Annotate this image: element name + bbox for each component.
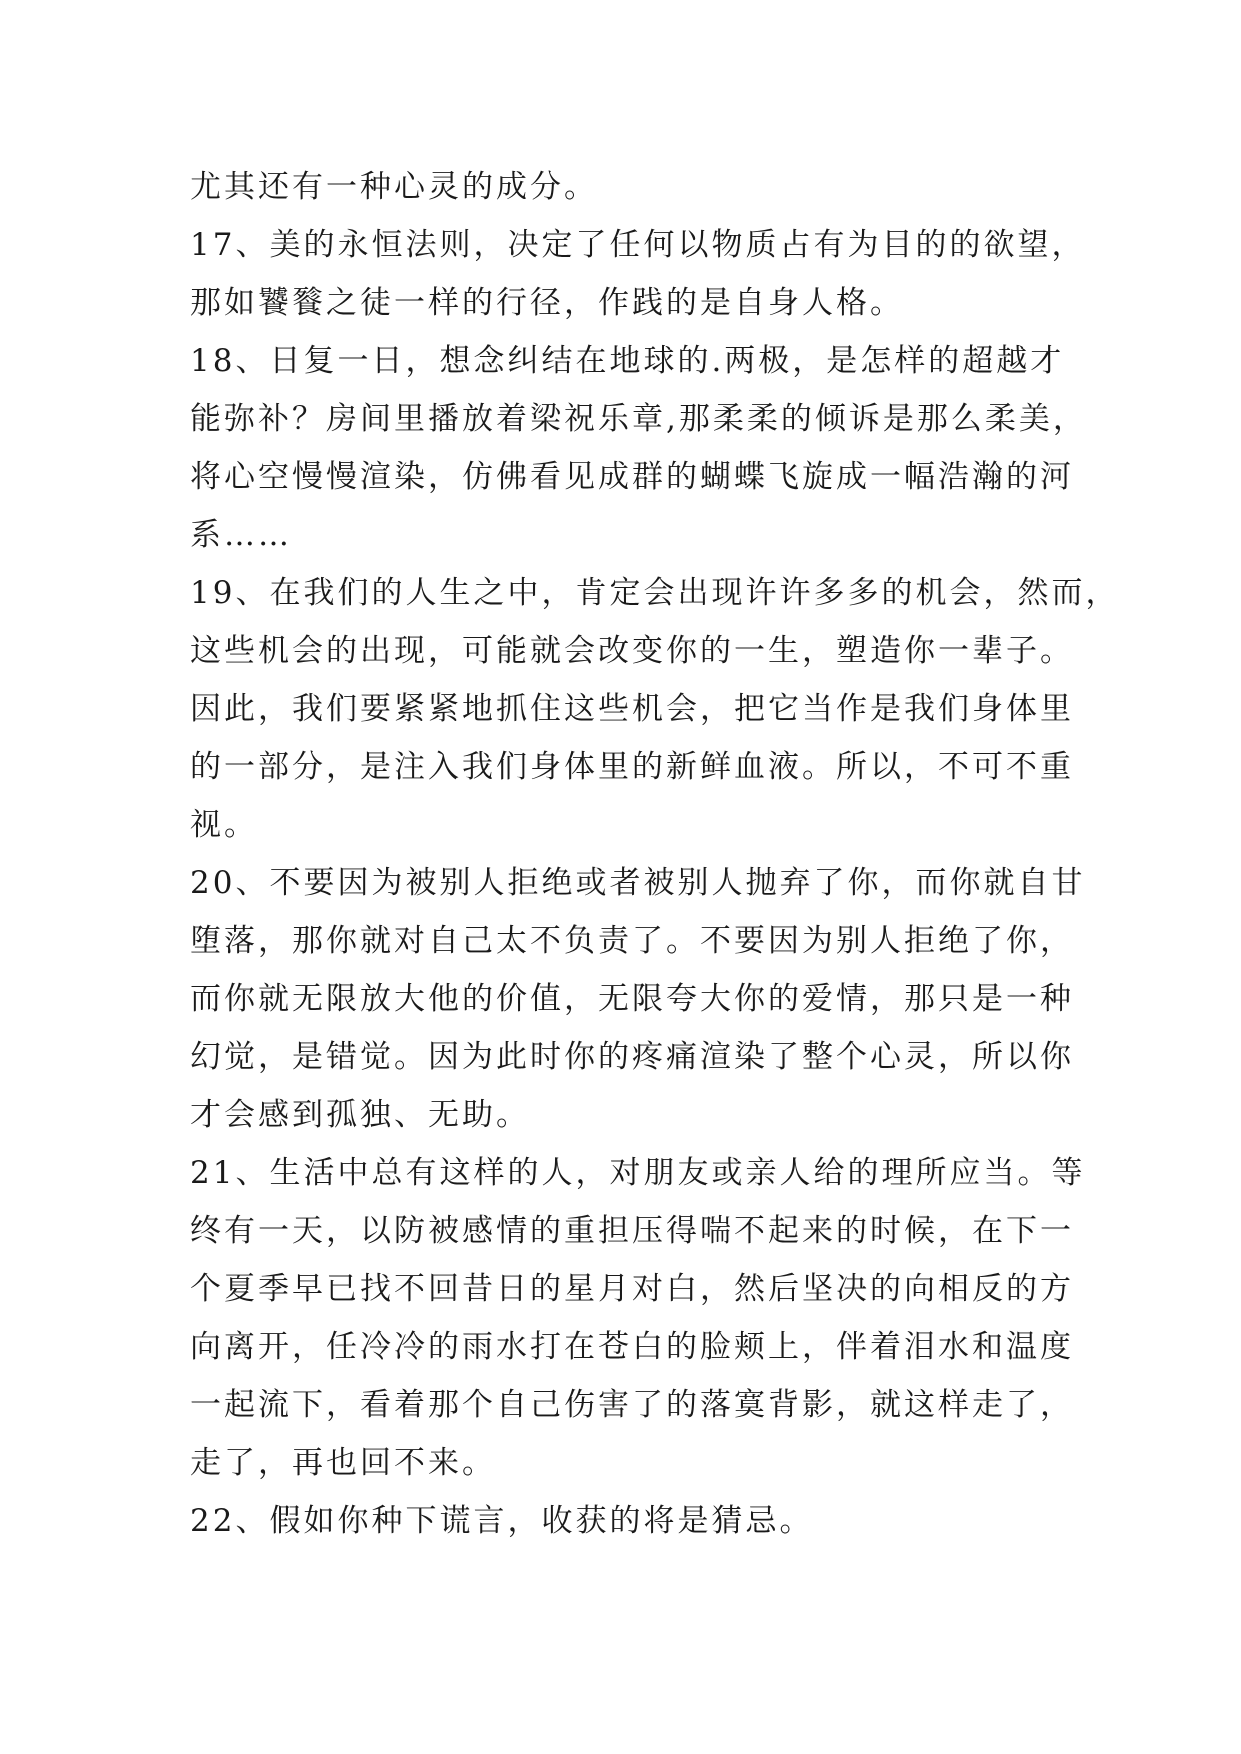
text-line: 一起流下，看着那个自己伤害了的落寞背影，就这样走了， bbox=[190, 1387, 1074, 1423]
text-line: 18、日复一日，想念纠结在地球的.两极，是怎样的超越才 bbox=[190, 343, 1065, 379]
text-line: 19、在我们的人生之中，肯定会出现许许多多的机会，然而， bbox=[190, 575, 1120, 611]
text-line: 终有一天，以防被感情的重担压得喘不起来的时候，在下一 bbox=[190, 1213, 1074, 1249]
text-line: 视。 bbox=[190, 807, 258, 843]
text-line: 尤其还有一种心灵的成分。 bbox=[190, 169, 598, 205]
text-line: 幻觉，是错觉。因为此时你的疼痛渲染了整个心灵，所以你 bbox=[190, 1039, 1074, 1075]
text-line: 系…… bbox=[190, 517, 292, 553]
text-line: 走了，再也回不来。 bbox=[190, 1445, 496, 1481]
text-line: 这些机会的出现，可能就会改变你的一生，塑造你一辈子。 bbox=[190, 633, 1074, 669]
text-line: 21、生活中总有这样的人，对朋友或亲人给的理所应当。等 bbox=[190, 1155, 1086, 1191]
text-line: 的一部分，是注入我们身体里的新鲜血液。所以，不可不重 bbox=[190, 749, 1074, 785]
text-line: 才会感到孤独、无助。 bbox=[190, 1097, 530, 1133]
text-line: 22、假如你种下谎言，收获的将是猜忌。 bbox=[190, 1503, 814, 1539]
text-line: 而你就无限放大他的价值，无限夸大你的爱情，那只是一种 bbox=[190, 981, 1074, 1017]
text-line: 能弥补？房间里播放着梁祝乐章,那柔柔的倾诉是那么柔美， bbox=[190, 401, 1087, 437]
text-line: 17、美的永恒法则，决定了任何以物质占有为目的的欲望， bbox=[190, 227, 1086, 263]
text-line: 因此，我们要紧紧地抓住这些机会，把它当作是我们身体里 bbox=[190, 691, 1074, 727]
text-line: 向离开，任冷冷的雨水打在苍白的脸颊上，伴着泪水和温度 bbox=[190, 1329, 1074, 1365]
text-line: 堕落，那你就对自己太不负责了。不要因为别人拒绝了你， bbox=[190, 923, 1074, 959]
body-text bbox=[190, 158, 1120, 1550]
text-line: 20、不要因为被别人拒绝或者被别人抛弃了你，而你就自甘 bbox=[190, 865, 1086, 901]
text-line: 那如饕餮之徒一样的行径，作践的是自身人格。 bbox=[190, 285, 904, 321]
text-line: 将心空慢慢渲染，仿佛看见成群的蝴蝶飞旋成一幅浩瀚的河 bbox=[190, 459, 1074, 495]
text-line: 个夏季早已找不回昔日的星月对白，然后坚决的向相反的方 bbox=[190, 1271, 1074, 1307]
